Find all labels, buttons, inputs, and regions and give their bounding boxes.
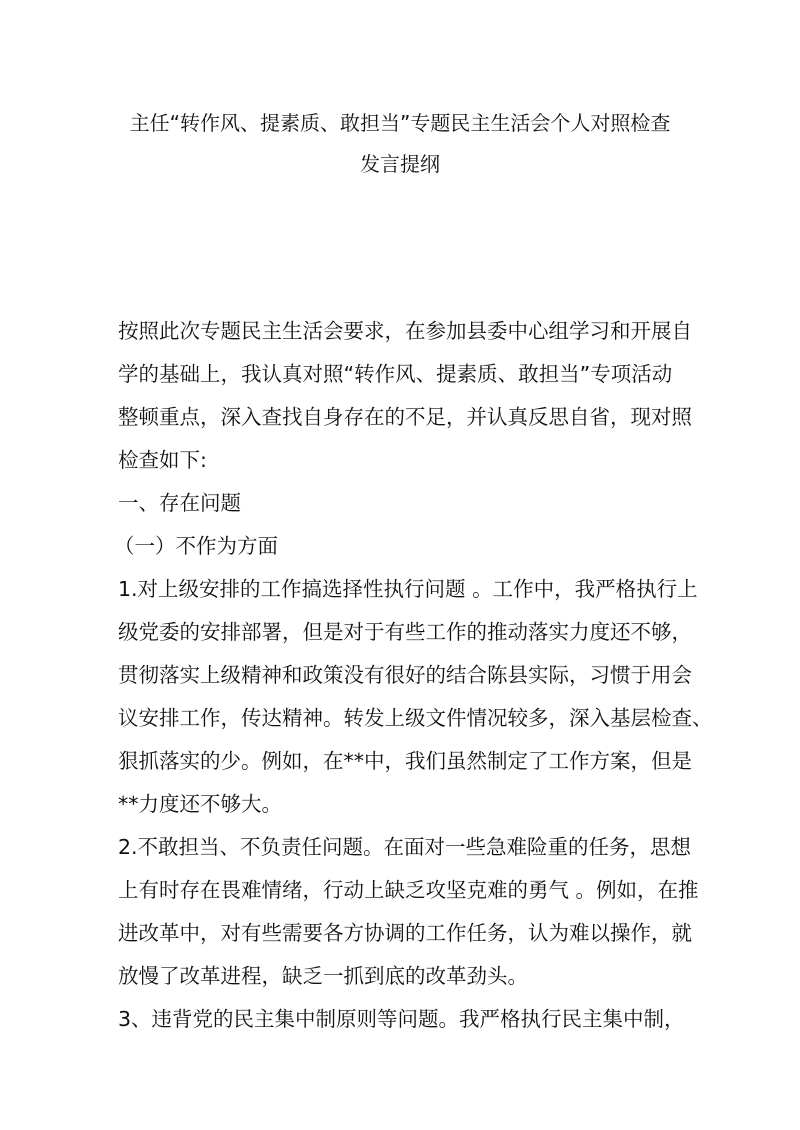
body-line-15: 进改革中，对有些需要各方协调的工作任务，认为难以操作，就 xyxy=(118,921,692,945)
body-line-12: **力度还不够大。 xyxy=(118,792,282,816)
body-line-11: 狠抓落实的少。例如，在**中，我们虽然制定了工作方案，但是 xyxy=(118,749,692,773)
body-line-3: 整顿重点，深入查找自身存在的不足，并认真反思自省，现对照 xyxy=(118,405,692,429)
body-line-13: 2.不敢担当、不负责任问题。在面对一些急难险重的任务，思想 xyxy=(118,835,692,859)
body-line-10: 议安排工作，传达精神。转发上级文件情况较多，深入基层检查、 xyxy=(118,706,713,730)
subsection-heading: （一）不作为方面 xyxy=(114,534,278,558)
body-line-7: 1.对上级安排的工作搞选择性执行问题 。工作中，我严格执行上 xyxy=(118,577,698,601)
body-line-8: 级党委的安排部署，但是对于有些工作的推动落实力度还不够， xyxy=(118,620,692,644)
body-line-16: 放慢了改革进程，缺乏一抓到底的改革劲头。 xyxy=(118,964,528,988)
body-line-17: 3、违背党的民主集中制原则等问题。我严格执行民主集中制， xyxy=(118,1007,685,1031)
document-title-line-2: 发言提纲 xyxy=(360,152,440,176)
section-heading: 一、存在问题 xyxy=(118,491,241,515)
body-line-4: 检查如下: xyxy=(118,448,207,472)
body-line-2: 学的基础上，我认真对照“转作风、提素质、敢担当”专项活动 xyxy=(118,362,673,386)
document-title-line-1: 主任“转作风、提素质、敢担当”专题民主生活会个人对照检查 xyxy=(129,111,671,135)
body-line-9: 贯彻落实上级精神和政策没有很好的结合陈县实际，习惯于用会 xyxy=(118,663,692,687)
body-line-1: 按照此次专题民主生活会要求，在参加县委中心组学习和开展自 xyxy=(118,319,692,343)
body-line-14: 上有时存在畏难情绪，行动上缺乏攻坚克难的勇气 。例如，在推 xyxy=(118,878,699,902)
